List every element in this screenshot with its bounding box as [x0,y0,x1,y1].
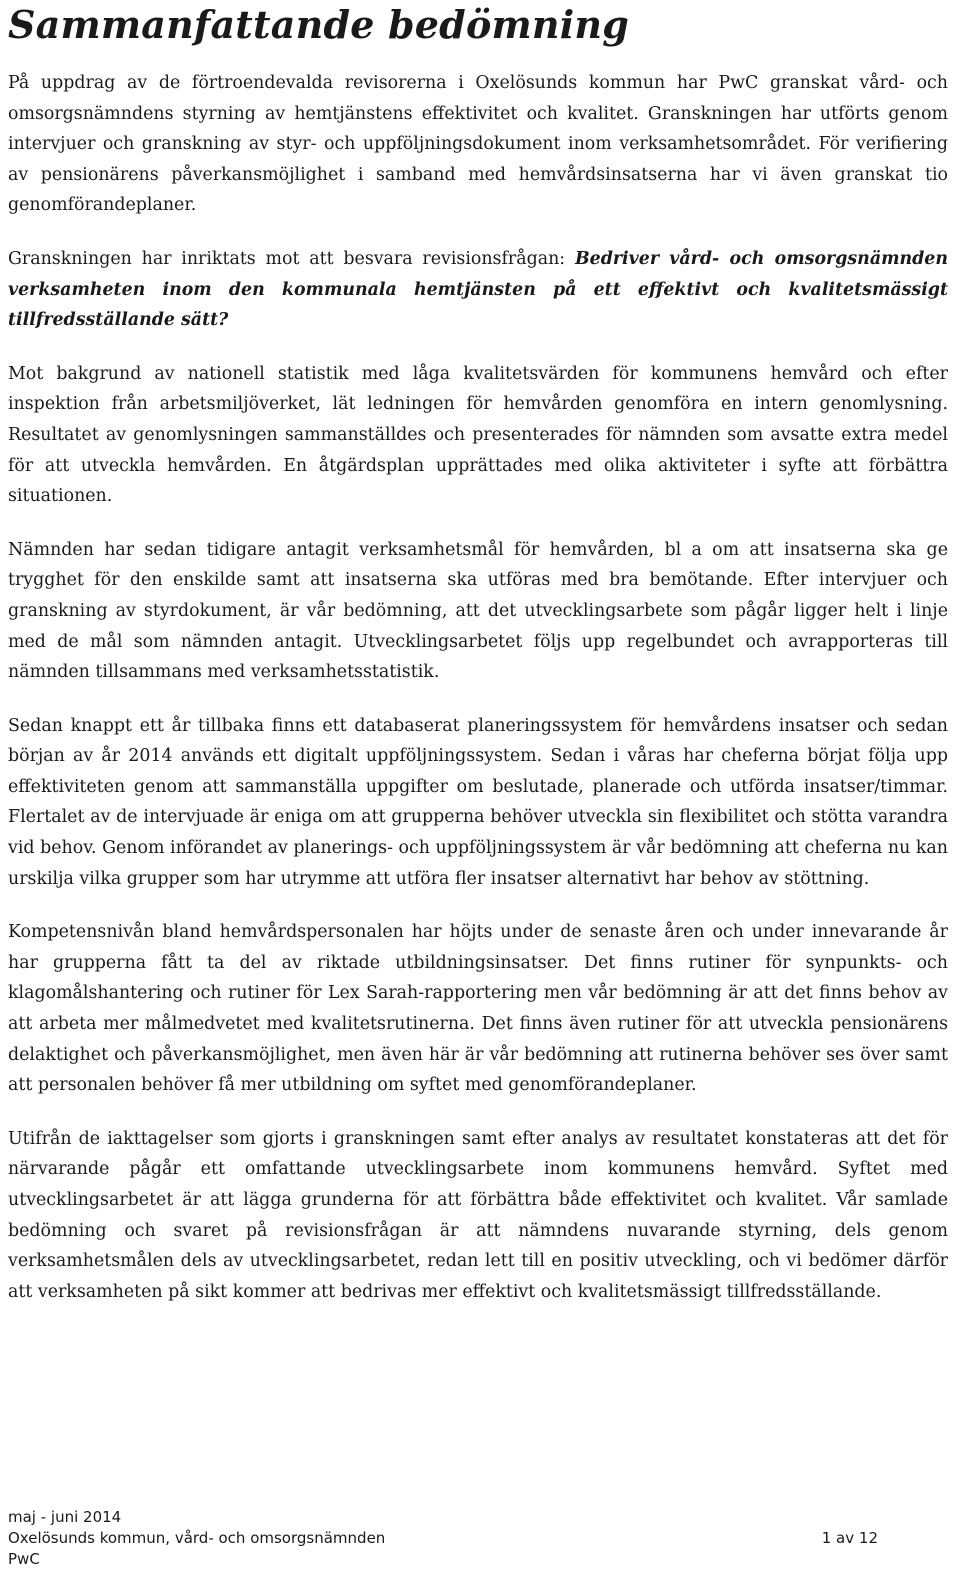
page-title: Sammanfattande bedömning [8,2,629,47]
document-page [8,0,948,1307]
paragraph-intro-verification: För verifiering av pensionärens påverkansmöjlighet i samband med hemvårdsinsatserna har vi även granskat tio genomförandeplaner. [8,134,949,216]
footer-organization: Oxelösunds kommun, vård- och omsorgsnämnden [8,1529,386,1547]
paragraph-intro [8,68,948,221]
paragraph-intro-text: På uppdrag av de förtroendevalda revisorerna i Oxelösunds kommun har PwC granskat vård- och omsorgsnämndens styrning av hemtjänstens effektivitet och kvalitet. Granskningen har utförts genom intervjuer och granskning av styr- och uppföljningsdokument inom verksamhetsområdet. [8,73,948,155]
paragraph-competence: Kompetensnivån bland hemvårdspersonalen har höjts under de senaste åren och under innevarande år har grupperna fått ta del av riktade utbildningsinsatser. Det finns rutiner för synpunkts- och klagomålshantering och rutiner för Lex Sarah-rapportering men vår bedömning är att det finns behov av att arbeta mer målmedvetet med kvalitetsrutinerna. Det finns även rutiner för att utveckla pensionärens delaktighet och påverkansmöjlighet, men även här är vår bedömning att rutinerna behöver ses över samt att personalen behöver få mer utbildning om syftet med genomförandeplaner. [8,922,948,1096]
footer-row [8,1528,878,1549]
audit-question: Bedriver vård- och omsorgsnämnden verksamheten inom den kommunala hemtjänsten på ett effektivt och kvalitetsmässigt tillfredsställande sätt? [8,248,948,331]
audit-question-intro: Granskningen har inriktats mot att besvara revisionsfrågan: [8,248,575,269]
page-footer [8,1507,878,1570]
footer-date: maj - juni 2014 [8,1508,122,1526]
paragraph-audit-question [8,244,948,336]
footer-page-indicator: 1 av 12 [821,1529,878,1547]
paragraph-conclusion: Utifrån de iakttagelser som gjorts i granskningen samt efter analys av resultatet konstateras att det för närvarande pågår ett omfattande utvecklingsarbete inom kommunens hemvård. Syftet med utvecklingsarbetet är att lägga grunderna för att förbättra både effektivitet och kvalitet. Vår samlade bedömning och svaret på revisionsfrågan är att nämndens nuvarande styrning, dels genom verksamhetsmålen dels av utvecklingsarbetet, redan lett till en positiv utveckling, och vi bedömer därför att verksamheten på sikt kommer att bedrivas mer effektivt och kvalitetsmässigt tillfredsställande. [8,1128,948,1302]
footer-company: PwC [8,1550,40,1568]
paragraph-background: Mot bakgrund av nationell statistik med låga kvalitetsvärden för kommunens hemvård och efter inspektion från arbetsmiljöverket, lät ledningen för hemvården genomföra en intern genomlysning. Resultatet av genomlysningen sammanställdes och presenterades för nämnden som avsatte extra medel för att utveckla hemvården. En åtgärdsplan upprättades med olika aktiviteter i syfte att förbättra situationen. [8,363,948,507]
paragraph-goals: Nämnden har sedan tidigare antagit verksamhetsmål för hemvården, bl a om att insatserna ska ge trygghet för den enskilde samt att insatserna ska utföras med bra bemötande. Efter intervjuer och granskning av styrdokument, är vår bedömning, att det utvecklingsarbete som pågår ligger helt i linje med de mål som nämnden antagit. Utvecklingsarbetet följs upp regelbundet och avrapporteras till nämnden tillsammans med verksamhetsstatistik. [8,539,948,683]
paragraph-planning-system: Sedan knappt ett år tillbaka finns ett databaserat planeringssystem för hemvårdens insatser och sedan början av år 2014 används ett digitalt uppföljningssystem. Sedan i våras har cheferna börjat följa upp effektiviteten genom att sammanställa uppgifter om beslutade, planerade och utförda insatser/timmar. Flertalet av de intervjuade är eniga om att grupperna behöver utveckla sin flexibilitet och stötta varandra vid behov. Genom införandet av planerings- och uppföljningssystem är vår bedömning att cheferna nu kan urskilja vilka grupper som har utrymme att utföra fler insatser alternativt har behov av stöttning. [8,715,948,889]
